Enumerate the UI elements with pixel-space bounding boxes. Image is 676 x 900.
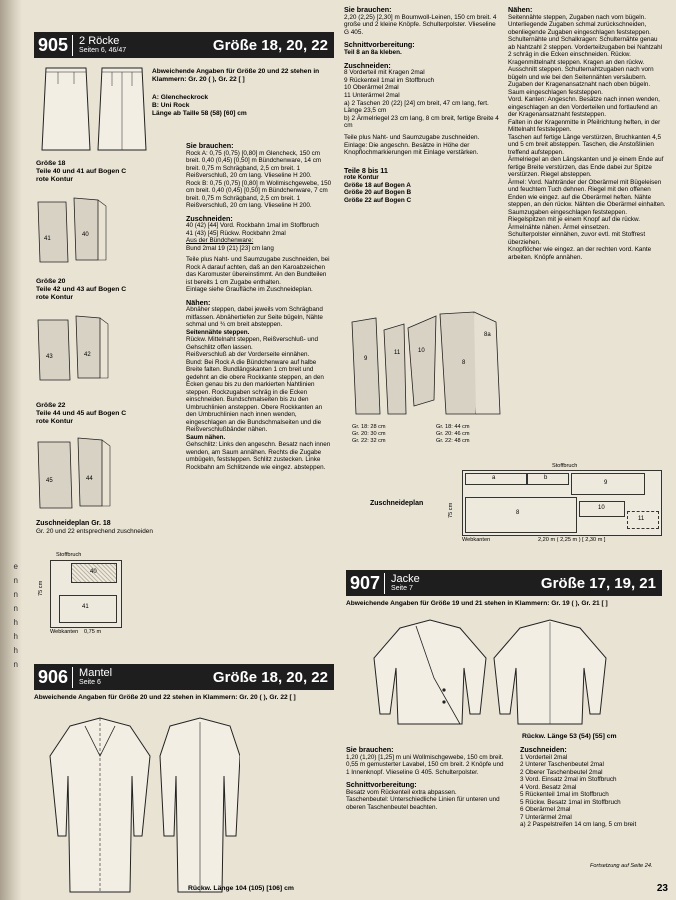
margin-letter: h [13,618,18,627]
sewing-heading: Nähen: [186,297,211,307]
coat-sketches [40,716,240,894]
size-length: Gr. 22: 48 cm [436,437,470,444]
pattern-pages: Seite 6 [79,678,101,686]
piece-label: 40 [82,232,89,238]
section-905-banner [34,32,334,58]
cutting-item: 5 Rückw. Besatz 1mal im Stoffbruch [520,798,621,806]
page-binding [0,0,22,900]
plan-piece-10 [579,501,625,517]
pattern-name [73,36,126,55]
cutting-item: 40 (42) [44] Vord. Rockbahn 1mal im Stoffbruch [186,222,319,229]
pattern-title: Jacke [391,572,420,585]
fabric-fold-label: Stoffbruch [552,463,578,469]
fabric-width-label: 75 cm [448,502,454,518]
col2-cut-plan-diagram [462,470,662,536]
cutting-item: 1 Vorderteil 2mal [520,753,568,761]
s906-length: Rückw. Länge 104 (105) [106] cm [188,885,294,892]
sewing-step: Vord. Kanten: Angeschn. Besätze nach innen wenden, eingeschlagen an den Vorderteilen und fortlaufend an der Kragenansatznaht feststeppen. [508,96,660,118]
cutting-item: 8 Vorderteil mit Kragen 2mal [344,69,425,77]
fabric-length-label: 2,20 m ( 2,25 m ) [ 2,30 m ] [538,537,606,543]
cutting-note: Einlage: Die angeschn. Besätze in Höhe der Knopflochmarkierungen mit Einlage verstärken. [344,141,479,157]
plan-piece-8 [465,497,577,533]
size-parts: Teile 42 und 43 auf Bogen C [36,286,127,293]
s905-variant-b: B: Uni Rock [152,102,190,109]
pattern-name [73,668,112,687]
sewing-step: Bund: Bei Rock A die Bündchenware auf halbe Breite falten. Bundlängskanten 1 cm breit und gedehnt an die obere Rockkante steppen, an den Ecken genau bis zu den markierten Nahtlinien steppen. Rockzugaben schräg in die Ecken einschneiden. Bundschmalseiten bis zu den Umbruchlinien ansteppen. Obere Rockkanten an den Umbruchlinien nach innen wenden, eingeschlagen an die Bundschmalseiten und die Reißverschlußbänder nähen. [186,358,324,433]
sewing-step: Abnäher steppen, dabei jeweils vom Schrägband mitfassen. Abnähertiefen zur Seite bügeln, Nähte schmal und ¾ cm breit absteppen. [186,306,323,328]
materials-text: 2,20 (2,25) [2,30] m Boumwoll-Leinen, 150 cm breit. 4 große und 2 kleine Knöpfe. Schulterpolster. Vlieseline G 405. [344,13,497,36]
s907-left-text [346,746,504,811]
materials-heading: Sie brauchen: [346,745,394,754]
margin-letter: e [13,562,18,571]
plan-piece-11 [627,511,659,529]
size-range: Größe 17, 19, 21 [540,574,656,592]
sewing-step: Ärmel: Vord. Nahtränder der Oberärmel mit Bügeleisen und feuchtem Tuch dehnen. Riegel mit den offenen Enden wie eingez. auf die Oberärmel heften. Nähte steppen, an den rückw. Nähten die Oberärmel einhalten. Saumzugaben eingeschlagen feststeppen. Riegelspitzen mit je einem Knopf auf die rückw. Ärmelnähte nähen. Ärmel einsetzen. [508,178,666,231]
skirt-sketches [40,64,150,156]
cutting-item: 41 (43) [45] Rückw. Rockbahn 2mal [186,229,286,237]
sewing-step: Falten in der Kragenmitte in Pfeilrichtung heften, in der Mittelnaht feststeppen. [508,118,661,133]
size-title: Größe 20 [36,278,66,285]
size-title: Größe 22 [36,402,66,409]
margin-letter: n [13,660,18,669]
size-parts: Teile 44 und 45 auf Bogen C [36,410,127,417]
pattern-title: Mantel [79,666,113,679]
plan-piece-9 [571,473,645,495]
size-range: Größe 18, 20, 22 [212,36,328,54]
cutting-note: Teile plus Naht- und Saumzugabe zuschneiden. [344,133,480,141]
pattern-label: 8a [484,332,491,338]
pattern-label: 9 [364,356,368,362]
plan-piece-a [465,473,527,485]
col3-instructions [508,6,666,261]
plan-label: 10 [598,505,605,511]
jacket-pattern-pieces [350,310,510,422]
col2-cut-plan-title: Zuschneideplan [370,500,424,507]
plan-label: 8 [516,510,520,516]
materials-heading: Sie brauchen: [344,5,392,14]
s905-intro: Abweichende Angaben für Größe 20 und 22 stehen in Klammern: Gr. 20 ( ), Gr. 22 [ ] [152,68,320,83]
s907-cutting [520,746,666,829]
cut-plan-note: Gr. 20 und 22 entsprechend zuschneiden [36,527,153,535]
size-kontur: rote Kontur [36,176,74,183]
col2-instructions [344,6,502,205]
pattern-name [385,574,420,593]
size-length: Gr. 20: 30 cm [352,430,386,437]
sewing-step: Reißverschluß ab der Vorderseite einnähen. [186,351,310,358]
selvage-label: Webkanten [462,537,491,543]
piece-40 [71,563,117,583]
cutting-item: 2 Oberer Taschenbeutel 2mal [520,768,603,776]
sewing-step: Schulterpolster einnähen, zuvor evtl. mit Stoffrest überziehen. [508,231,646,246]
s905-size-22 [36,402,176,426]
sewing-step: Seitennähte steppen, Zugaben nach vorn bügeln. Unterliegende Zugaben schmal zurückschneiden, obenliegende Zugaben eingeschlagen feststeppen. [508,13,651,36]
piece-label: 45 [46,478,53,484]
section-906 [34,664,334,702]
cutting-heading: Zuschneiden: [344,60,391,70]
pattern-number: 905 [34,35,73,56]
piece-41 [59,595,117,623]
pattern-pieces-18 [36,196,126,268]
s906-intro: Abweichende Angaben für Größe 20 und 22 stehen in Klammern: Gr. 20 ( ), Gr. 22 [ ] [34,694,296,701]
cutting-item: a) 2 Paspelstreifen 14 cm lang, 5 cm breit [520,821,637,828]
prep-text: Taschenbeutel: Unterschiedliche Linien für unteren und oberen Taschenbeutel beachten. [346,796,500,811]
parts-kontur: rote Kontur [344,174,379,182]
cutting-item: 4 Vord. Besatz 2mal [520,783,577,791]
size-length: Gr. 18: 28 cm [352,424,386,430]
s907-intro: Abweichende Angaben für Größe 19 und 21 stehen in Klammern: Gr. 19 ( ), Gr. 21 [ ] [346,600,608,607]
margin-letter: n [13,576,18,585]
piece-label: 41 [44,236,51,242]
cutting-item: 2 Unterer Taschenbeutel 2mal [520,761,604,768]
materials-rock-b: Rock B: 0,75 (0,75) [0,80] m Wollmischgewebe, 150 cm breit. 0,40 (0,45) [0,50] m Bündchenware, 7 cm breit. 0,75 m Schrägband, 2,5 cm breit. 1 Reißverschluß, 20 cm lang. Vlieseline H 200. [186,179,332,209]
cutting-item: Bund 2mal 19 (21) [23] cm lang [186,244,274,252]
size-list-right [436,424,470,444]
piece-label: 44 [86,476,93,482]
cutting-item: 9 Rückenteil 1mal im Stoffbruch [344,76,435,84]
materials-heading: Sie brauchen: [186,141,234,150]
sewing-step: Seitennähte steppen. [186,328,250,336]
s905-variant-a: A: Glencheckrock [152,94,209,101]
parts-sheet: Größe 18 auf Bogen A [344,181,411,189]
margin-letters [0,560,18,672]
cutting-item: 5 Rückenteil 1mal im Stoffbruch [520,791,609,798]
pattern-pieces-22 [36,436,126,514]
pattern-title: 2 Röcke [79,34,120,47]
pattern-label: 10 [418,348,425,354]
cutting-item: 10 Oberärmel 2mal [344,84,399,92]
size-parts: Teile 40 und 41 auf Bogen C [36,168,127,175]
jacket-sketches [360,618,620,730]
s905-intro-block [152,68,332,118]
parts-sheet: Größe 20 auf Bogen B [344,189,412,197]
size-range: Größe 18, 20, 22 [212,668,328,686]
cutting-heading: Zuschneiden: [186,213,233,223]
s905-size-20 [36,278,176,302]
pattern-number: 906 [34,667,73,688]
cutting-note: Einlage siehe Graufläche im Zuschneideplan. [186,286,313,293]
size-title: Größe 18 [36,160,66,167]
pattern-label: 11 [394,350,401,356]
materials-rock-a: Rock A: 0,75 (0,75) [0,80] m Glencheck, 150 cm breit. 0,40 (0,45) [0,50] m Bündchenware, 14 cm breit. 0,75 m Schrägband, 2,5 cm breit. 1 Reißverschluß, 20 cm lang. Vlieseline H 200. [186,149,322,179]
sewing-step: Taschen auf fertige Länge verstürzen, Bruchkanten 4,5 und 5 cm breit absteppen. Taschen, die Anstoßlinien treffend aufsteppen. [508,133,661,156]
size-kontur: rote Kontur [36,418,74,425]
materials-text: 1,20 (1,20) [1,25] m uni Wollmischgewebe, 150 cm breit. 0,55 m gemusterter Lavabel, 150 cm breit. 2 Knöpfe und 1 Innenknopf. Vlieseline G 405. Schulterpolster. [346,753,504,776]
prep-text: Teil 8 an 8a kleben. [344,48,402,56]
section-907-banner [346,570,662,596]
s905-size-18 [36,160,176,184]
cutting-item: b) 2 Ärmelriegel 23 cm lang, 8 cm breit, fertige Breite 4 cm [344,114,499,130]
size-length: Gr. 18: 44 cm [436,424,470,430]
pattern-number: 907 [346,573,385,594]
cutting-item: 11 Unterärmel 2mal [344,91,400,99]
cutting-item: 7 Unterärmel 2mal [520,813,572,821]
piece-label: 41 [82,604,89,610]
plan-label: 11 [638,516,645,522]
plan-label: a [492,475,496,481]
margin-letter: n [13,604,18,613]
selvage-label: Webkanten [50,629,79,635]
plan-piece-b [527,473,569,485]
size-list-left [352,424,386,444]
sewing-step: Saum eingeschlagen feststeppen. [508,88,603,96]
margin-letter: n [13,590,18,599]
cutting-note: Teile plus Naht- und Saumzugabe zuschneiden, bei Rock A darauf achten, daß an den Karoabzeichen das Karomuster übereinstimmt. An den Bundteilen ist bereits 1 cm Zugabe enthalten. [186,256,330,286]
s905-cut-plan-diagram [50,560,122,628]
s905-cut-plan [36,520,176,535]
piece-label: 43 [46,354,53,360]
continued-note: Fortsetzung auf Seite 24. [590,863,653,869]
fabric-length-label: 0,75 m [84,629,102,635]
prep-text: Besatz vom Rückenteil extra abpassen. [346,788,457,796]
pattern-label: 8 [462,360,466,366]
cut-plan-title: Zuschneideplan Gr. 18 [36,520,111,527]
cutting-item: 6 Oberärmel 2mal [520,806,571,813]
size-kontur: rote Kontur [36,294,74,301]
prep-heading: Schnittvorbereitung: [346,780,417,789]
size-length: Gr. 20: 46 cm [436,430,470,437]
plan-label: b [544,475,548,481]
cutting-item: 3 Vord. Einsatz 2mal im Stoffbruch [520,776,617,783]
sewing-step: Saum nähen. [186,433,226,441]
section-906-banner [34,664,334,690]
section-907 [346,570,662,608]
sewing-step: Ärmelriegel an den Längskanten und je einem Ende auf fertige Breite verstürzen, das Ende dabei zur Spitze verstürzen. Riegel absteppen. [508,156,664,178]
piece-label: 40 [90,569,97,575]
fabric-width-label: 75 cm [38,580,44,596]
pattern-pieces-20 [36,314,126,386]
piece-label: 42 [84,352,91,358]
s907-length: Rückw. Länge 53 (54) [55] cm [522,733,617,740]
prep-heading: Schnittvorbereitung: [344,40,415,50]
s905-instructions [186,142,334,471]
sewing-step: Rückw. Mittelnaht steppen, Reißverschluß- und Gehschlitz offen lassen. [186,336,318,351]
pattern-pages: Seiten 6, 46/47 [79,46,127,54]
pattern-pages: Seite 7 [391,584,413,592]
size-length: Gr. 22: 32 cm [352,437,386,444]
margin-letter: h [13,632,18,641]
cutting-heading: Zuschneiden: [520,745,567,754]
fabric-fold-label: Stoffbruch [56,552,82,558]
parts-sheet: Größe 22 auf Bogen C [344,197,412,205]
sewing-heading: Nähen: [508,5,533,14]
page-number: 23 [656,883,668,894]
sewing-step: Gehschlitz: Links den angeschn. Besatz nach innen wenden, am Saum annähen. Rechts die Zugabe umbügeln, feststeppen. Schlitz zustecken. Linke Rockbahn am Schlitzende wie eingez. absteppen. [186,441,331,471]
section-905 [34,32,334,58]
cutting-item: Aus der Bündchenware: [186,237,254,244]
sewing-step: Schulternähte und Schalkragen: Schulternähte genau ab Nahtzahl 2 steppen. Vorderteilzugaben bei Nahtzahl 2 schräg in die Ecken einschneiden. Rückw. Kragenmittelnaht steppen. Kragen an den rückw. Ausschnitt steppen. Schulternahtzugaben nach vorn bügeln und wie bei den Seitennähten versäubern. Zugaben der Kragenansatznaht nach oben bügeln. [508,36,663,88]
plan-label: 9 [604,480,608,486]
parts-heading: Teile 8 bis 11 [344,165,388,175]
sewing-step: Knopflöcher wie eingez. an der rechten vord. Kante arbeiten. Knöpfe annähen. [508,246,652,261]
margin-letter: h [13,646,18,655]
s905-length: Länge ab Taille 58 (58) [60] cm [152,110,247,117]
cutting-item: a) 2 Taschen 20 (22) [24] cm breit, 47 cm lang, fert. Länge 23,5 cm [344,99,489,115]
